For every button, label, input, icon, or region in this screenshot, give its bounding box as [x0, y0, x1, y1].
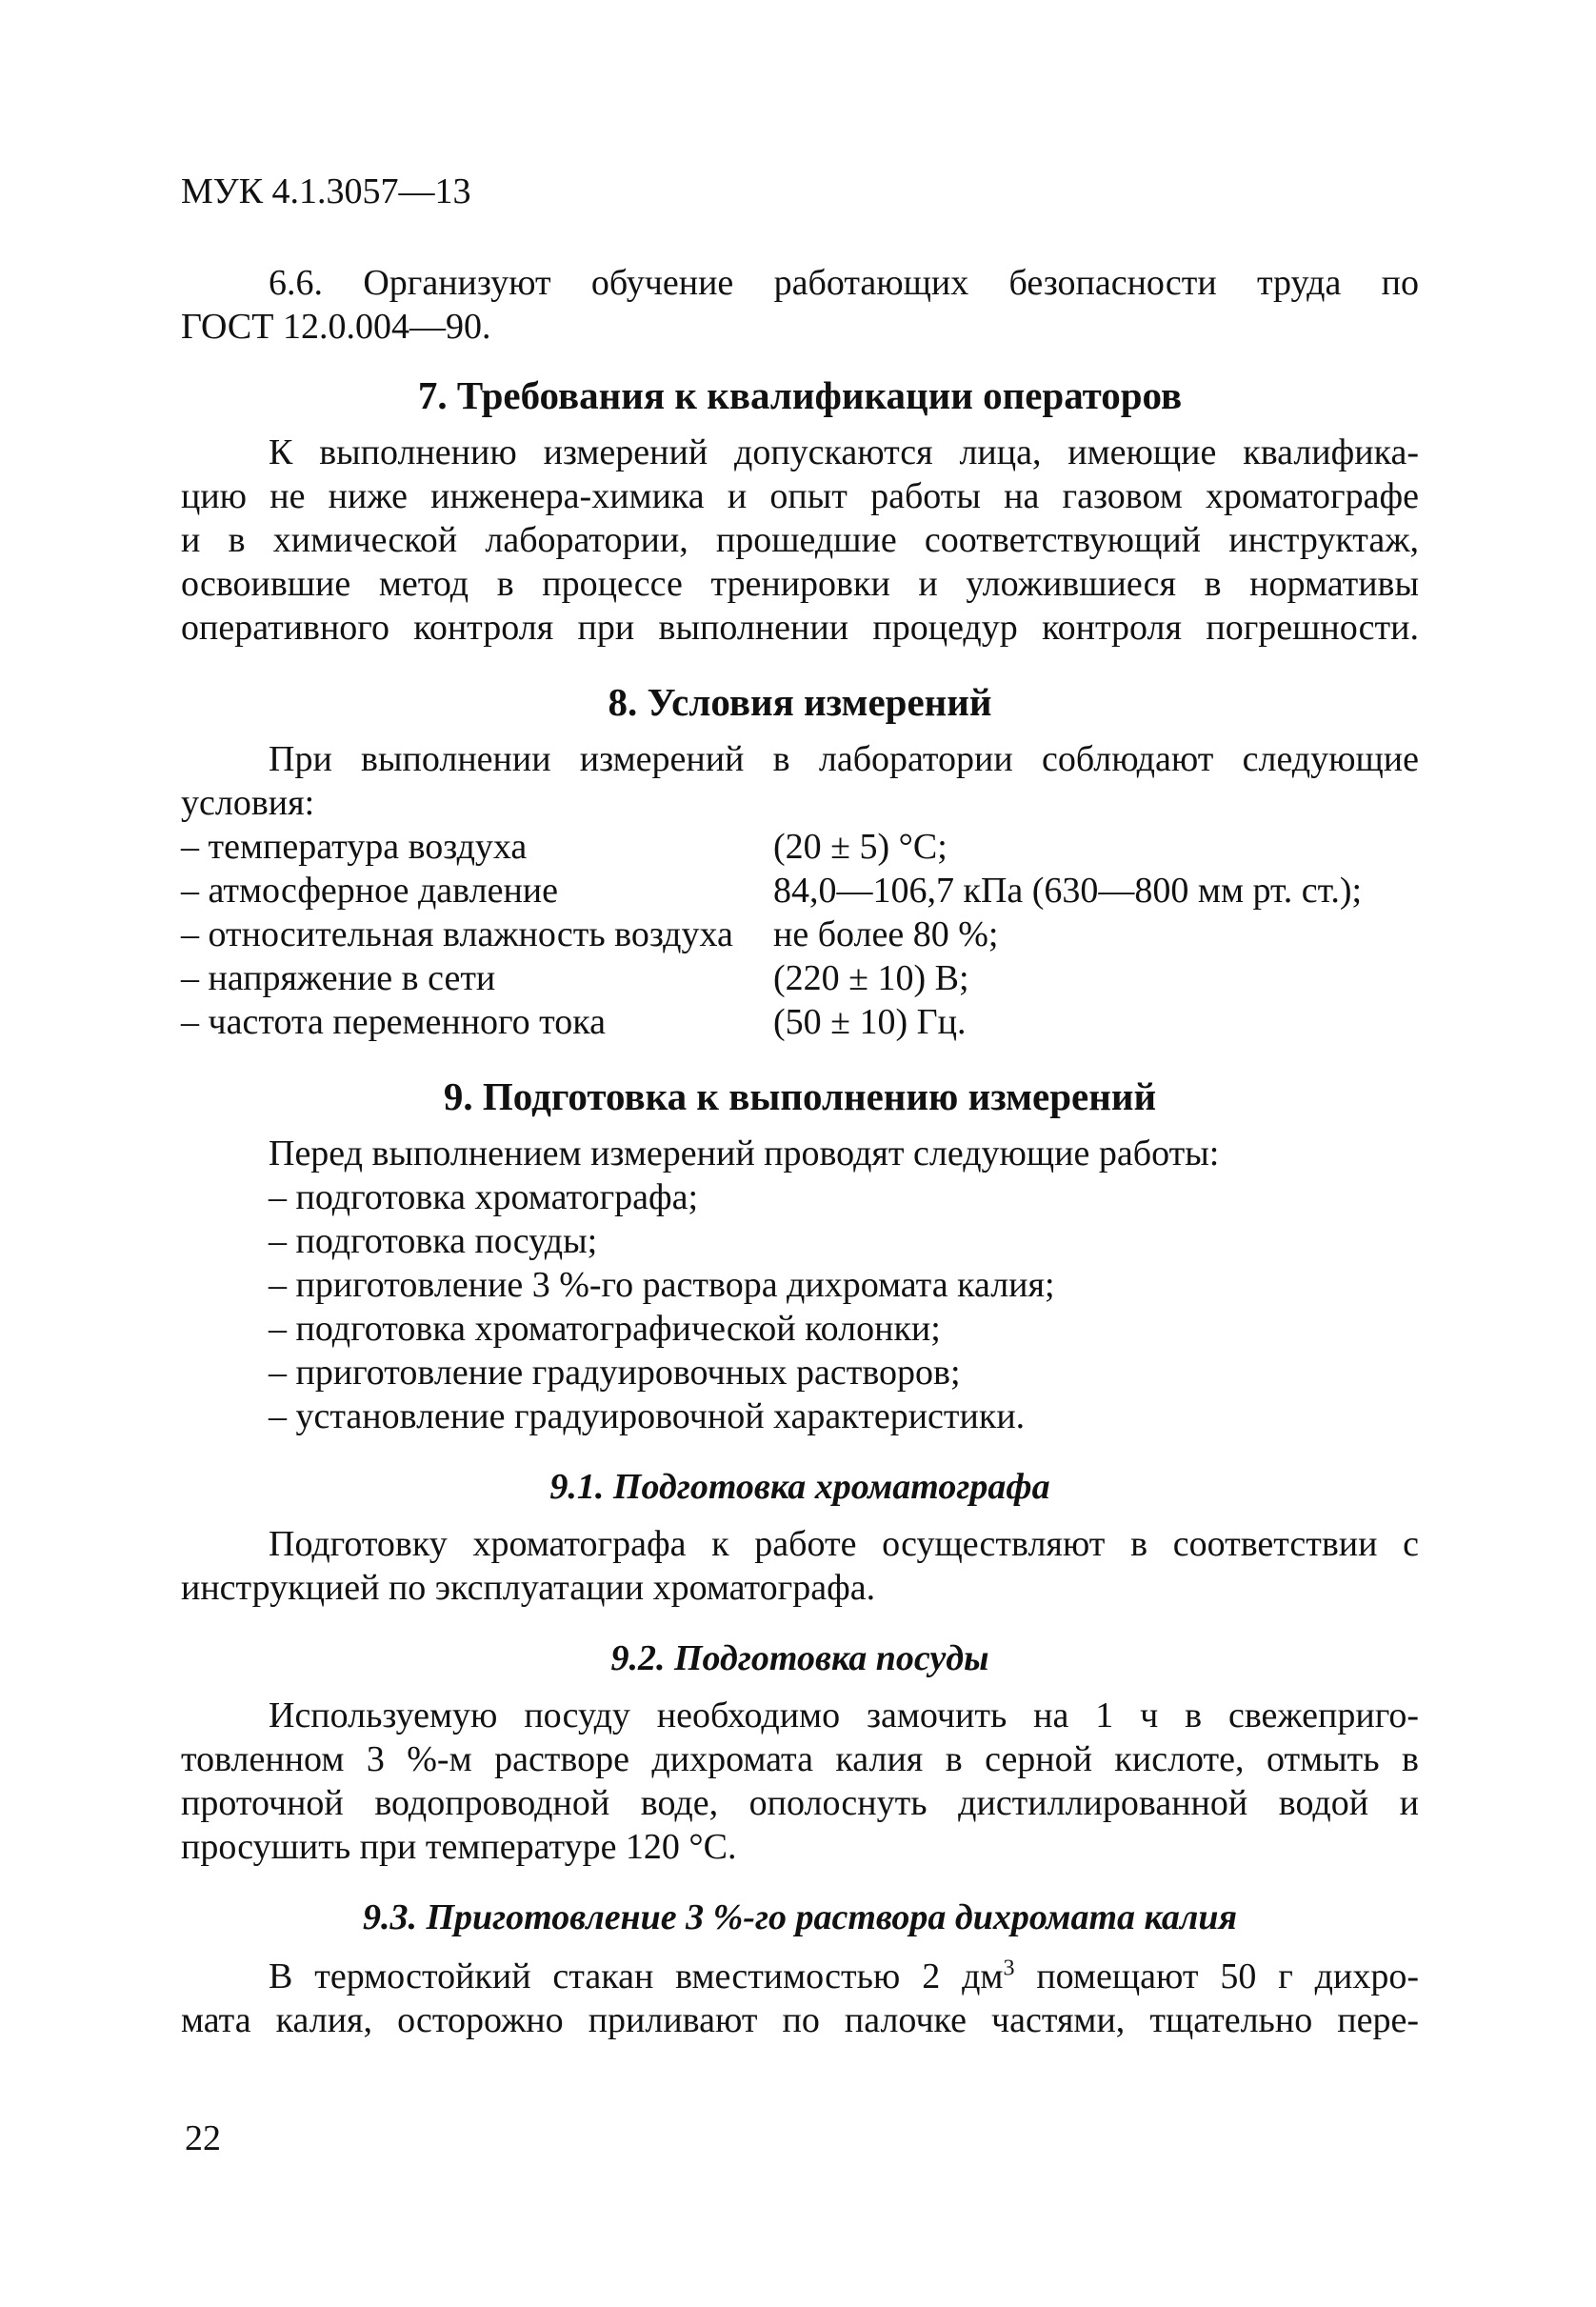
section-8-heading: 8. Условия измерений [608, 680, 992, 724]
list-item: – подготовка посуды; [269, 1221, 598, 1261]
section-7-line-4: освоившие метод в процессе тренировки и уложившиеся в нормативы [181, 564, 1419, 604]
paragraph-6-6-line-1: 6.6. Организуют обучение работающих безопасности труда по [269, 263, 1419, 303]
section-8-intro-line-2: условия: [181, 783, 315, 823]
subsection-9-3-line-1-end: помещают 50 г дихро- [1014, 1956, 1419, 1996]
list-item: – подготовка хроматографической колонки; [269, 1309, 941, 1349]
section-9-heading: 9. Подготовка к выполнению измерений [443, 1074, 1157, 1118]
condition-label: – частота переменного тока [181, 1002, 607, 1042]
condition-label: – относительная влажность воздуха [181, 914, 733, 954]
subsection-9-3-heading: 9.3. Приготовление 3 %-го раствора дихромата калия [362, 1897, 1238, 1937]
subsection-9-3-line-2: мата калия, осторожно приливают по палочке частями, тщательно пере- [181, 2000, 1419, 2040]
subsection-9-2-line-3: проточной водопроводной воде, ополоснуть дистиллированной водой и [181, 1783, 1419, 1823]
list-item: – приготовление 3 %-го раствора дихромата калия; [269, 1265, 1055, 1305]
list-item: – подготовка хроматографа; [269, 1177, 699, 1217]
list-item: – установление градуировочной характеристики. [269, 1396, 1026, 1436]
section-8-intro-line-1: При выполнении измерений в лаборатории соблюдают следующие [269, 739, 1419, 779]
subsection-9-1-heading: 9.1. Подготовка хроматографа [549, 1467, 1050, 1507]
condition-label: – напряжение в сети [181, 958, 496, 998]
condition-value: (20 ± 5) °С; [773, 827, 948, 867]
section-7-heading: 7. Требования к квалификации операторов [417, 373, 1183, 417]
section-7-line-5: оперативного контроля при выполнении процедур контроля погрешности. [181, 608, 1419, 648]
page-number: 22 [185, 2118, 221, 2158]
subsection-9-2-heading: 9.2. Подготовка посуды [610, 1638, 989, 1678]
paragraph-6-6-line-2: ГОСТ 12.0.004—90. [181, 307, 491, 347]
condition-value: (220 ± 10) В; [773, 958, 969, 998]
subsection-9-2-line-1: Используемую посуду необходимо замочить на 1 ч в свежеприго- [269, 1695, 1419, 1735]
condition-value: 84,0—106,7 кПа (630—800 мм рт. ст.); [773, 871, 1363, 911]
subsection-9-1-line-1: Подготовку хроматографа к работе осуществляют в соответствии с [269, 1524, 1419, 1564]
list-item: – приготовление градуировочных растворов; [269, 1353, 961, 1393]
section-9-intro: Перед выполнением измерений проводят следующие работы: [269, 1133, 1220, 1174]
condition-value: не более 80 %; [773, 914, 999, 954]
running-header: МУК 4.1.3057—13 [181, 171, 471, 211]
subsection-9-3-line-1-start: В термостойкий стакан вместимостью 2 дм [269, 1956, 1004, 1996]
section-7-line-3: и в химической лаборатории, прошедшие соответствующий инструктаж, [181, 520, 1419, 560]
subsection-9-2-line-2: товленном 3 %-м растворе дихромата калия в серной кислоте, отмыть в [181, 1739, 1419, 1779]
section-7-line-2: цию не ниже инженера-химика и опыт работы на газовом хроматографе [181, 476, 1419, 516]
condition-value: (50 ± 10) Гц. [773, 1002, 967, 1042]
condition-label: – атмосферное давление [181, 871, 558, 911]
subsection-9-2-line-4: просушить при температуре 120 °С. [181, 1827, 737, 1867]
condition-label: – температура воздуха [181, 827, 528, 867]
subsection-9-1-line-2: инструкцией по эксплуатации хроматографа. [181, 1568, 876, 1608]
section-7-line-1: К выполнению измерений допускаются лица, имеющие квалифика- [269, 432, 1419, 472]
superscript-cubed: 3 [1003, 1956, 1015, 1981]
subsection-9-3-line-1 [269, 1955, 1419, 1998]
